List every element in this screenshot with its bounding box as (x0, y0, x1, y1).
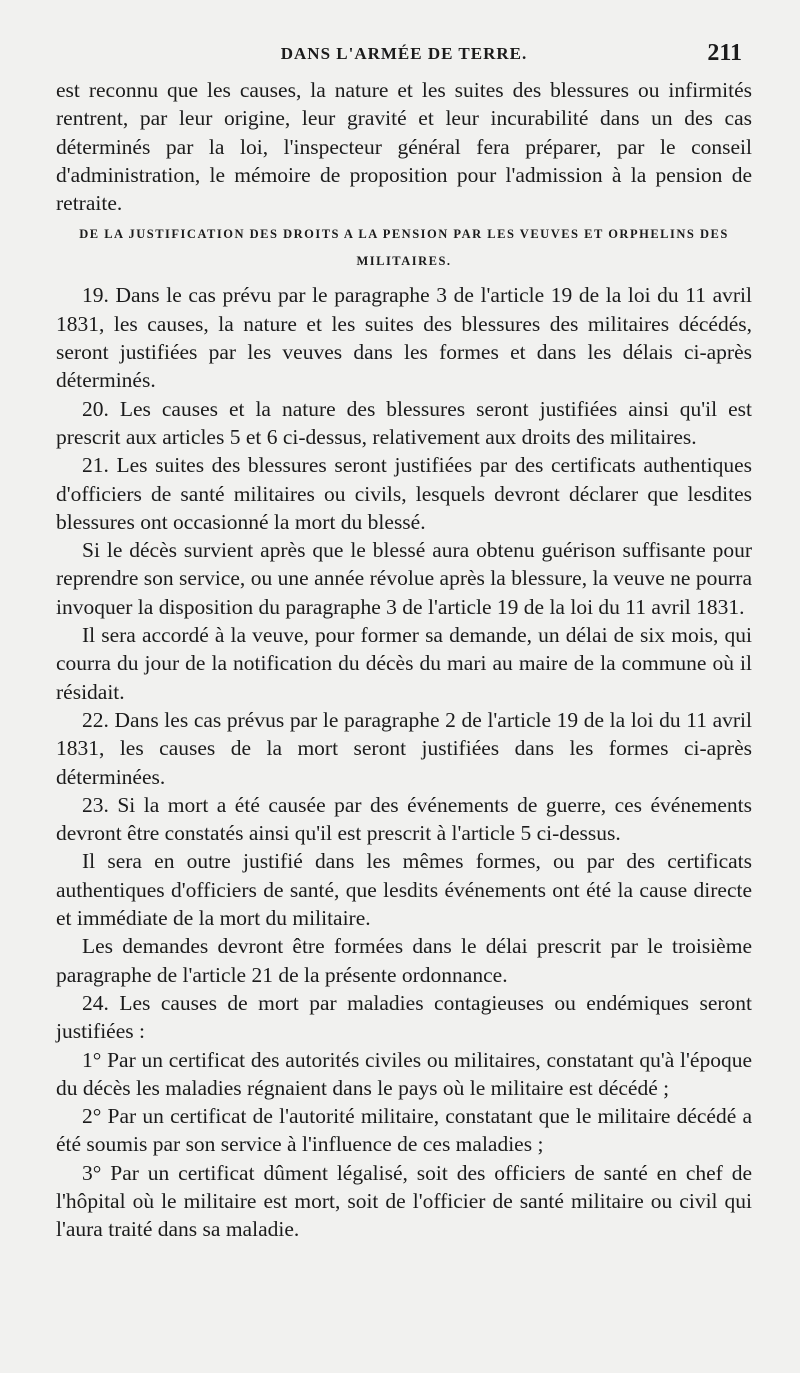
article-20: 20. Les causes et la nature des blessures seront justifiées ainsi qu'il est prescrit aux articles 5 et 6 ci-dessus, relativement aux droits des militaires. (56, 396, 752, 449)
article-21-paragraph-2: Si le décès survient après que le blessé aura obtenu guérison suffisante pour reprendre son service, ou une année révolue après la blessure, la veuve ne pourra invoquer la disposition du paragraphe 3 de l'article 19 de la loi du 11 avril 1831. (56, 538, 752, 619)
page-number: 211 (707, 40, 742, 66)
article-22: 22. Dans les cas prévus par le paragraphe 2 de l'article 19 de la loi du 11 avril 1831, les causes de la mort seront justifiées dans les formes ci-après déterminées. (56, 707, 752, 789)
article-23-paragraph-3: Les demandes devront être formées dans le délai prescrit par le troisième paragraphe de l'article 21 de la présente ordonnance. (56, 934, 752, 987)
body-text (56, 76, 752, 1244)
running-title: DANS L'ARMÉE DE TERRE. (280, 44, 528, 63)
article-24-item-2: 2° Par un certificat de l'autorité militaire, constatant que le militaire décédé a été soumis par son service à l'influence de ces maladies ; (56, 1104, 752, 1157)
continued-paragraph: est reconnu que les causes, la nature et les suites des blessures ou infirmités rentrent, par leur origine, leur gravité et leur incurabilité dans un des cas déterminés par la loi, l'inspecteur général fera préparer, par le conseil d'administration, le mémoire de proposition pour l'admission à la pension de retraite. (56, 78, 752, 216)
section-heading: DE LA JUSTIFICATION DES DROITS A LA PENSION PAR LES VEUVES ET ORPHELINS DES MILITAIRES. (79, 227, 729, 269)
article-21: 21. Les suites des blessures seront justifiées par des certificats authentiques d'officiers de santé militaires ou civils, lesquels devront déclarer que lesdites blessures ont occasionné la mort du blessé. (56, 453, 752, 534)
article-23: 23. Si la mort a été causée par des événements de guerre, ces événements devront être constatés ainsi qu'il est prescrit à l'article 5 ci-dessus. (56, 792, 752, 846)
article-24: 24. Les causes de mort par maladies contagieuses ou endémiques seront justifiées : (56, 990, 752, 1044)
article-24-item-1: 1° Par un certificat des autorités civiles ou militaires, constatant qu'à l'époque du décès les maladies régnaient dans le pays où le militaire est décédé ; (56, 1047, 752, 1100)
article-23-paragraph-2: Il sera en outre justifié dans les mêmes formes, ou par des certificats authentiques d'officiers de santé, que lesdits événements ont été la cause directe et immédiate de la mort du militaire. (56, 849, 752, 931)
article-21-paragraph-3: Il sera accordé à la veuve, pour former sa demande, un délai de six mois, qui courra du jour de la notification du décès du mari au maire de la commune où il résidait. (56, 623, 752, 704)
running-head (56, 40, 752, 76)
article-19: 19. Dans le cas prévu par le paragraphe 3 de l'article 19 de la loi du 11 avril 1831, les causes, la nature et les suites des blessures des militaires décédés, seront justifiées par les veuves dans les formes et dans les délais ci-après déterminés. (56, 283, 752, 393)
article-24-item-3: 3° Par un certificat dûment légalisé, soit des officiers de santé en chef de l'hôpital où le militaire est mort, soit de l'officier de santé militaire ou civil qui l'aura traité dans sa maladie. (56, 1160, 752, 1242)
